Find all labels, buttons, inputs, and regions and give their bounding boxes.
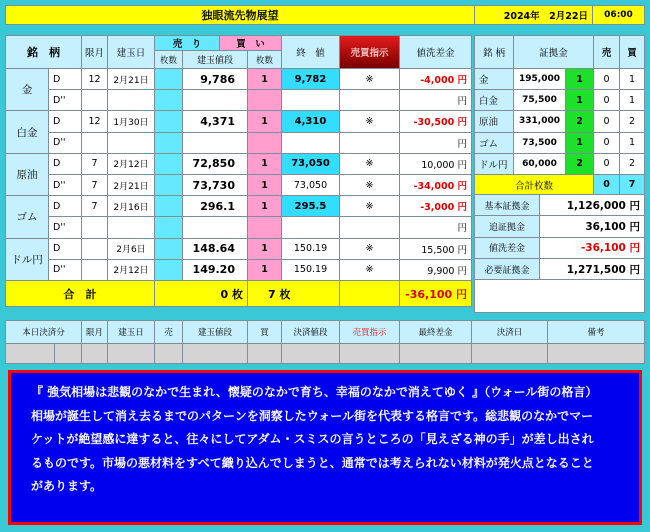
- col-brand: 銘 柄: [5, 35, 82, 69]
- quote-line: 『 強気相場は悲観のなかで生まれ、懐疑のなかで育ち、幸福のなかで消えてゆく 』（ウォール街の格言）: [31, 385, 598, 399]
- settle-cell[interactable]: [548, 344, 645, 364]
- row-signal: [340, 217, 400, 238]
- row-month: [82, 133, 108, 154]
- row-close: [282, 217, 340, 238]
- side-row-units: 2: [566, 154, 594, 175]
- commodity-name: ゴム: [5, 196, 49, 238]
- settle-col: 買: [248, 320, 282, 344]
- row-pnl: -4,000 円: [400, 69, 472, 90]
- row-month: 7: [82, 196, 108, 217]
- row-entry-price: [183, 133, 248, 154]
- totals-sell: 0 枚: [155, 281, 248, 307]
- row-sell-qty: [155, 217, 183, 238]
- row-month: 7: [82, 175, 108, 196]
- side-col-brand: 銘 柄: [474, 35, 514, 69]
- side-col-sell: 売: [594, 35, 620, 69]
- summary-label: 追証拠金: [474, 216, 540, 237]
- row-pnl: 9,900 円: [400, 260, 472, 281]
- row-sell-qty: [155, 154, 183, 175]
- row-pnl: -34,000 円: [400, 175, 472, 196]
- summary-value: 1,271,500 円: [540, 259, 645, 280]
- row-entry-price: 148.64: [183, 239, 248, 260]
- summary-value: 1,126,000 円: [540, 195, 645, 216]
- row-side: D'': [49, 175, 82, 196]
- row-buy-qty: [248, 90, 282, 111]
- totals-label: 合 計: [5, 281, 155, 307]
- side-row-name: 白金: [474, 90, 514, 111]
- row-sell-qty: [155, 111, 183, 132]
- row-buy-qty: 1: [248, 239, 282, 260]
- settle-col: 決済日: [472, 320, 548, 344]
- header-time: 06:00: [593, 5, 645, 25]
- settle-col: 売: [155, 320, 183, 344]
- row-entry-price: 149.20: [183, 260, 248, 281]
- col-pnl: 値洗差金: [400, 35, 472, 69]
- row-side: D'': [49, 90, 82, 111]
- row-buy-qty: [248, 217, 282, 238]
- row-pnl: -30,500 円: [400, 111, 472, 132]
- row-pnl: 円: [400, 217, 472, 238]
- settle-cell[interactable]: [183, 344, 248, 364]
- settle-cell[interactable]: [55, 344, 82, 364]
- side-row-buy: 1: [620, 133, 645, 154]
- col-sell-qty: 枚数: [155, 51, 183, 69]
- row-signal: ※: [340, 196, 400, 217]
- row-month: [82, 239, 108, 260]
- side-row-sell: 0: [594, 69, 620, 90]
- row-month: 12: [82, 111, 108, 132]
- settle-col: 最終差金: [400, 320, 472, 344]
- row-side: D: [49, 239, 82, 260]
- row-entry-date: 2月21日: [108, 175, 155, 196]
- summary-label: 必要証拠金: [474, 259, 540, 280]
- settle-col: 決済値段: [282, 320, 340, 344]
- row-month: 7: [82, 154, 108, 175]
- row-side: D'': [49, 260, 82, 281]
- row-buy-qty: 1: [248, 154, 282, 175]
- header-date: 2024年 2月22日: [475, 5, 593, 25]
- row-sell-qty: [155, 239, 183, 260]
- settle-cell[interactable]: [155, 344, 183, 364]
- settle-cell[interactable]: [5, 344, 55, 364]
- row-side: D: [49, 196, 82, 217]
- side-row-margin: 75,500: [514, 90, 566, 111]
- quote-line: ケットが絶望感に達すると、往々にしてアダム・スミスの言うところの「見えざる神の手」が差し出され: [31, 432, 594, 446]
- row-sell-qty: [155, 69, 183, 90]
- row-side: D: [49, 111, 82, 132]
- commodity-name: ドル円: [5, 239, 49, 281]
- row-pnl: 15,500 円: [400, 239, 472, 260]
- row-sell-qty: [155, 260, 183, 281]
- side-row-sell: 0: [594, 154, 620, 175]
- side-row-margin: 331,000: [514, 111, 566, 132]
- side-row-units: 1: [566, 69, 594, 90]
- row-entry-date: 1月30日: [108, 111, 155, 132]
- row-entry-price: [183, 90, 248, 111]
- row-close: [282, 133, 340, 154]
- row-sell-qty: [155, 90, 183, 111]
- summary-value: 36,100 円: [540, 216, 645, 237]
- row-buy-qty: 1: [248, 69, 282, 90]
- row-close: 73,050: [282, 154, 340, 175]
- quote-box: [8, 370, 642, 525]
- side-row-margin: 60,000: [514, 154, 566, 175]
- row-entry-price: 73,730: [183, 175, 248, 196]
- side-row-sell: 0: [594, 90, 620, 111]
- side-row-units: 2: [566, 111, 594, 132]
- row-entry-price: 296.1: [183, 196, 248, 217]
- side-row-buy: 1: [620, 69, 645, 90]
- row-entry-date: [108, 90, 155, 111]
- row-entry-date: 2月16日: [108, 196, 155, 217]
- quote-line: るものです。市場の悪材料をすべて織り込んでしまうと、通常では考えられない材料が発火点となること: [31, 455, 594, 470]
- settle-cell[interactable]: [340, 344, 400, 364]
- col-entry-date: 建玉日: [108, 35, 155, 69]
- col-entry-price: 建玉値段: [183, 51, 248, 69]
- side-col-buy: 買: [620, 35, 645, 69]
- row-entry-date: [108, 133, 155, 154]
- row-side: D: [49, 69, 82, 90]
- row-signal: ※: [340, 175, 400, 196]
- totals-mid: [340, 281, 400, 307]
- settle-cell[interactable]: [282, 344, 340, 364]
- commodity-name: 白金: [5, 111, 49, 153]
- row-close: 150.19: [282, 260, 340, 281]
- row-entry-price: [183, 217, 248, 238]
- row-sell-qty: [155, 196, 183, 217]
- row-signal: ※: [340, 154, 400, 175]
- row-buy-qty: 1: [248, 260, 282, 281]
- row-pnl: -3,000 円: [400, 196, 472, 217]
- row-signal: ※: [340, 69, 400, 90]
- row-signal: ※: [340, 239, 400, 260]
- settle-col: 本日決済分: [5, 320, 82, 344]
- row-side: D'': [49, 133, 82, 154]
- side-col-margin: 証拠金: [514, 35, 594, 69]
- side-row-units: 1: [566, 133, 594, 154]
- settle-col: 備考: [548, 320, 645, 344]
- side-row-buy: 2: [620, 154, 645, 175]
- settle-cell[interactable]: [248, 344, 282, 364]
- row-side: D: [49, 154, 82, 175]
- row-close: 9,782: [282, 69, 340, 90]
- row-signal: [340, 133, 400, 154]
- side-row-buy: 1: [620, 90, 645, 111]
- side-row-name: 原油: [474, 111, 514, 132]
- side-row-name: ドル円: [474, 154, 514, 175]
- side-row-sell: 0: [594, 133, 620, 154]
- settle-cell[interactable]: [82, 344, 108, 364]
- col-month: 限月: [82, 35, 108, 69]
- commodity-name: 金: [5, 69, 49, 111]
- row-signal: ※: [340, 260, 400, 281]
- side-total-sell: 0: [594, 175, 620, 195]
- row-entry-date: 2月12日: [108, 260, 155, 281]
- row-entry-date: 2月21日: [108, 69, 155, 90]
- row-buy-qty: [248, 133, 282, 154]
- side-row-name: ゴム: [474, 133, 514, 154]
- side-total-label: 合計枚数: [474, 175, 594, 195]
- summary-label: 基本証拠金: [474, 195, 540, 216]
- settle-cell[interactable]: [400, 344, 472, 364]
- settle-col: 建玉日: [108, 320, 155, 344]
- row-sell-qty: [155, 175, 183, 196]
- row-close: [282, 90, 340, 111]
- row-pnl: 円: [400, 133, 472, 154]
- settle-cell[interactable]: [472, 344, 548, 364]
- quote-line: があります。: [31, 479, 103, 493]
- row-month: [82, 90, 108, 111]
- col-signal: 売買指示: [340, 35, 400, 69]
- row-entry-price: 9,786: [183, 69, 248, 90]
- row-close: 295.5: [282, 196, 340, 217]
- commodity-name: 原油: [5, 154, 49, 196]
- row-side: D'': [49, 217, 82, 238]
- side-row-sell: 0: [594, 111, 620, 132]
- quote-line: 相場が誕生して消え去るまでのパターンを洞察したウォール街を代表する格言です。総悲観のなかでマー: [31, 408, 594, 423]
- side-row-margin: 73,500: [514, 133, 566, 154]
- row-pnl: 円: [400, 90, 472, 111]
- summary-value: -36,100 円: [540, 238, 645, 259]
- row-close: 73,050: [282, 175, 340, 196]
- row-month: 12: [82, 69, 108, 90]
- row-sell-qty: [155, 133, 183, 154]
- row-buy-qty: 1: [248, 196, 282, 217]
- row-close: 150.19: [282, 239, 340, 260]
- settle-cell[interactable]: [108, 344, 155, 364]
- col-buy: 買 い: [220, 35, 282, 51]
- side-row-margin: 195,000: [514, 69, 566, 90]
- row-buy-qty: 1: [248, 111, 282, 132]
- side-row-units: 1: [566, 90, 594, 111]
- row-entry-date: [108, 217, 155, 238]
- col-close: 終 値: [282, 35, 340, 69]
- page-title: 独眼流先物展望: [5, 5, 475, 25]
- row-signal: [340, 90, 400, 111]
- row-month: [82, 260, 108, 281]
- col-buy-qty: 枚数: [248, 51, 282, 69]
- side-row-name: 金: [474, 69, 514, 90]
- side-total-buy: 7: [620, 175, 645, 195]
- summary-label: 値洗差金: [474, 238, 540, 259]
- totals-buy: 7 枚: [248, 281, 340, 307]
- totals-pnl: -36,100 円: [400, 281, 472, 307]
- side-row-buy: 2: [620, 111, 645, 132]
- row-entry-date: 2月6日: [108, 239, 155, 260]
- settle-col: 売買指示: [340, 320, 400, 344]
- col-sell: 売 り: [155, 35, 220, 51]
- row-close: 4,310: [282, 111, 340, 132]
- side-blank: [474, 280, 645, 313]
- row-signal: ※: [340, 111, 400, 132]
- row-entry-price: 72,850: [183, 154, 248, 175]
- settle-col: 限月: [82, 320, 108, 344]
- row-entry-date: 2月12日: [108, 154, 155, 175]
- row-pnl: 10,000 円: [400, 154, 472, 175]
- row-entry-price: 4,371: [183, 111, 248, 132]
- row-month: [82, 217, 108, 238]
- row-buy-qty: 1: [248, 175, 282, 196]
- settle-col: 建玉値段: [183, 320, 248, 344]
